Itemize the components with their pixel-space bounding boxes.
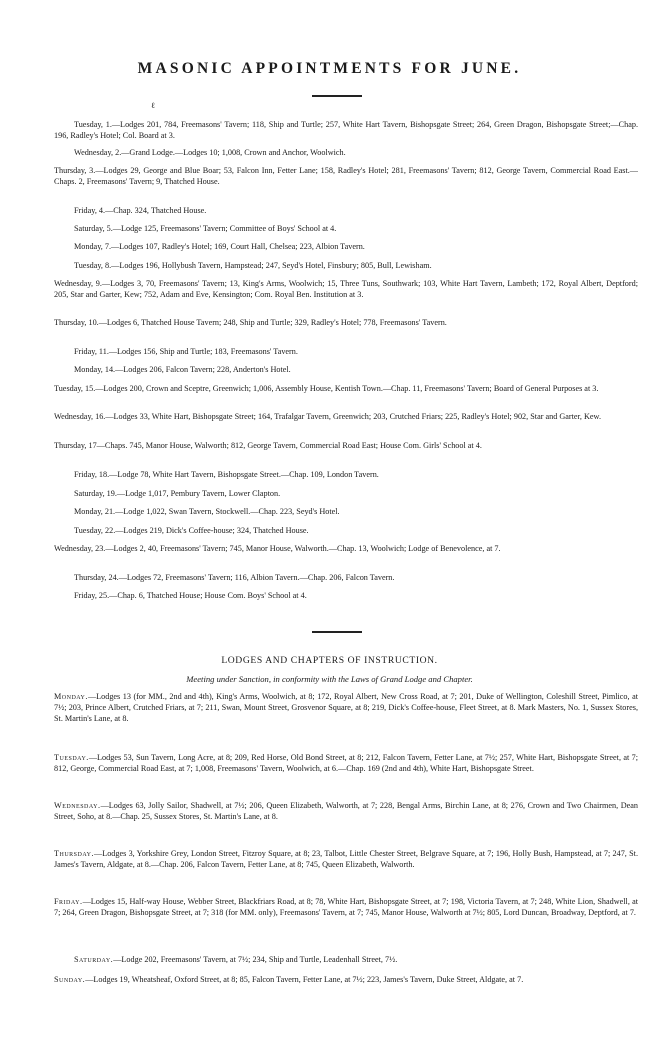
instruction-day-entry	[54, 849, 638, 871]
appointment-entry: Monday, 14.—Lodges 206, Falcon Tavern; 228, Anderton's Hotel.	[74, 365, 291, 374]
appointment-entry: Wednesday, 2.—Grand Lodge.—Lodges 10; 1,008, Crown and Anchor, Woolwich.	[74, 148, 346, 157]
title-rule	[312, 95, 362, 97]
appointment-entry: Tuesday, 1.—Lodges 201, 784, Freemasons' Tavern; 118, Ship and Turtle; 257, White Hart Tavern, Bishopsgate Street; 264, Green Dragon, Bishopsgate Street;—Chap. 196, Radley's Hotel; Col. Board at 3.	[54, 120, 638, 140]
day-label: Friday.	[54, 897, 83, 906]
day-text: —Lodges 53, Sun Tavern, Long Acre, at 8; 209, Red Horse, Old Bond Street, at 8; 212, Falcon Tavern, Fetter Lane, at 7½; 257, White Hart, Bishopsgate Street, at 7; 812, George, Commercial Road East, at 7; 1,008, Freemasons' Tavern, Woolwich, at 6.—Chap. 169 (2nd and 4th), White Hart, Bishopsgate Street.	[54, 753, 638, 773]
instruction-day-entry	[54, 975, 638, 986]
appointment-entry: Wednesday, 16.—Lodges 33, White Hart, Bishopsgate Street; 164, Trafalgar Tavern, Greenwich; 203, Crutched Friars; 225, Radley's Hotel; 902, Star and Garter, Kew.	[54, 412, 601, 421]
appointment-entry: Monday, 21.—Lodge 1,022, Swan Tavern, Stockwell.—Chap. 223, Seyd's Hotel.	[74, 507, 340, 516]
appointment-entry: Thursday, 3.—Lodges 29, George and Blue Boar; 53, Falcon Inn, Fetter Lane; 158, Radley's Hotel; 281, Freemasons' Tavern; 812, George Tavern, Commercial Road East.—Chaps. 2, Freemasons' Tavern; 9, Thatched House.	[54, 166, 638, 186]
appointment-entry: Tuesday, 8.—Lodges 196, Hollybush Tavern, Hampstead; 247, Seyd's Hotel, Finsbury; 805, Bull, Lewisham.	[74, 261, 432, 270]
instruction-day-entry	[74, 955, 638, 966]
appointment-entry: Friday, 18.—Lodge 78, White Hart Tavern, Bishopsgate Street.—Chap. 109, London Tavern.	[74, 470, 379, 479]
instruction-day-entry	[54, 801, 638, 823]
day-label: Saturday.	[74, 955, 114, 964]
stray-mark: ℓ	[151, 101, 155, 110]
appointment-entry: Wednesday, 23.—Lodges 2, 40, Freemasons' Tavern; 745, Manor House, Walworth.—Chap. 13, Woolwich; Lodge of Benevolence, at 7.	[54, 544, 501, 553]
appointment-entry: Friday, 4.—Chap. 324, Thatched House.	[74, 206, 207, 215]
page-title: MASONIC APPOINTMENTS FOR JUNE.	[137, 60, 522, 77]
appointment-entry: Tuesday, 22.—Lodges 219, Dick's Coffee-house; 324, Thatched House.	[74, 526, 309, 535]
appointment-entry: Thursday, 17—Chaps. 745, Manor House, Walworth; 812, George Tavern, Commercial Road East; House Com. Girls' School at 4.	[54, 441, 482, 450]
day-label: Wednesday.	[54, 801, 101, 810]
appointment-entry: Thursday, 24.—Lodges 72, Freemasons' Tavern; 116, Albion Tavern.—Chap. 206, Falcon Tavern.	[74, 573, 395, 582]
day-text: —Lodge 202, Freemasons' Tavern, at 7½; 234, Ship and Turtle, Leadenhall Street, 7½.	[113, 955, 398, 964]
instruction-subheading: Meeting under Sanction, in conformity with the Laws of Grand Lodge and Chapter.	[186, 674, 473, 684]
appointment-entry: Monday, 7.—Lodges 107, Radley's Hotel; 169, Court Hall, Chelsea; 223, Albion Tavern.	[74, 242, 365, 251]
day-text: —Lodges 13 (for MM., 2nd and 4th), King's Arms, Woolwich, at 8; 172, Royal Albert, New Cross Road, at 7; 201, Duke of Wellington, Coleshill Street, Pimlico, at 7½; 203, Prince Albert, Crutched Friars, at 7; 211, Swan, Mount Street, Grosvenor Square, at 8; 219, Dick's Coffee-house, Fleet Street, at 8. Mark Masters, No. 1, Sussex Stores, St. Martin's Lane, at 8.	[54, 692, 638, 723]
day-label: Monday.	[54, 692, 88, 701]
appointment-entry: Saturday, 5.—Lodge 125, Freemasons' Tavern; Committee of Boys' School at 4.	[74, 224, 337, 233]
day-text: —Lodges 15, Half-way House, Webber Street, Blackfriars Road, at 8; 78, White Hart, Bishopsgate Street, at 7; 198, Victoria Tavern, at 7; 248, White Lion, Shadwell, at 7; 264, Green Dragon, Bishopsgate Street, at 7; 318 (for MM. only), Freemasons' Tavern, at 7; 745, Manor House, Walworth at 7½; 805, Lord Duncan, Broadway, Deptford, at 7.	[54, 897, 638, 917]
appointment-entry: Tuesday, 15.—Lodges 200, Crown and Sceptre, Greenwich; 1,006, Assembly House, Kentish Town.—Chap. 11, Freemasons' Tavern; Board of General Purposes at 3.	[54, 384, 599, 393]
appointment-entry: Friday, 11.—Lodges 156, Ship and Turtle; 183, Freemasons' Tavern.	[74, 347, 298, 356]
instruction-day-entry	[54, 897, 638, 919]
appointment-entry: Wednesday, 9.—Lodges 3, 70, Freemasons' Tavern; 13, King's Arms, Woolwich; 15, Three Tuns, Southwark; 103, White Hart Tavern, Lambeth; 172, Royal Albert, Deptford; 205, Star and Garter, Kew; 752, Adam and Eve, Kensington; Com. Royal Ben. Institution at 3.	[54, 279, 638, 299]
day-label: Tuesday.	[54, 753, 89, 762]
day-label: Thursday.	[54, 849, 95, 858]
day-text: —Lodges 63, Jolly Sailor, Shadwell, at 7½; 206, Queen Elizabeth, Walworth, at 7; 228, Bengal Arms, Birchin Lane, at 8; 276, Crown and Two Chairmen, Dean Street, Soho, at 8.—Chap. 25, Sussex Stores, St. Martin's Lane, at 8.	[54, 801, 638, 821]
day-label: Sunday.	[54, 975, 86, 984]
instruction-day-entry	[54, 692, 638, 724]
appointment-entry: Friday, 25.—Chap. 6, Thatched House; House Com. Boys' School at 4.	[74, 591, 307, 600]
instruction-heading: LODGES AND CHAPTERS OF INSTRUCTION.	[221, 655, 438, 666]
section-rule	[312, 631, 362, 633]
appointment-entry: Saturday, 19.—Lodge 1,017, Pembury Tavern, Lower Clapton.	[74, 489, 281, 498]
appointment-entry: Thursday, 10.—Lodges 6, Thatched House Tavern; 248, Ship and Turtle; 329, Radley's Hotel; 778, Freemasons' Tavern.	[54, 318, 447, 327]
instruction-day-entry	[54, 753, 638, 775]
day-text: —Lodges 3, Yorkshire Grey, London Street, Fitzroy Square, at 8; 23, Talbot, Little Chester Street, Belgrave Square, at 7; 196, Holly Bush, Hampstead, at 7; 247, St. James's Tavern, Aldgate, at 8.—Chap. 206, Falcon Tavern, Fetter Lane, at 8; 745, Queen Elizabeth, Walworth.	[54, 849, 638, 869]
day-text: —Lodges 19, Wheatsheaf, Oxford Street, at 8; 85, Falcon Tavern, Fetter Lane, at 7½; 223, James's Tavern, Duke Street, Aldgate, at 7.	[85, 975, 524, 984]
